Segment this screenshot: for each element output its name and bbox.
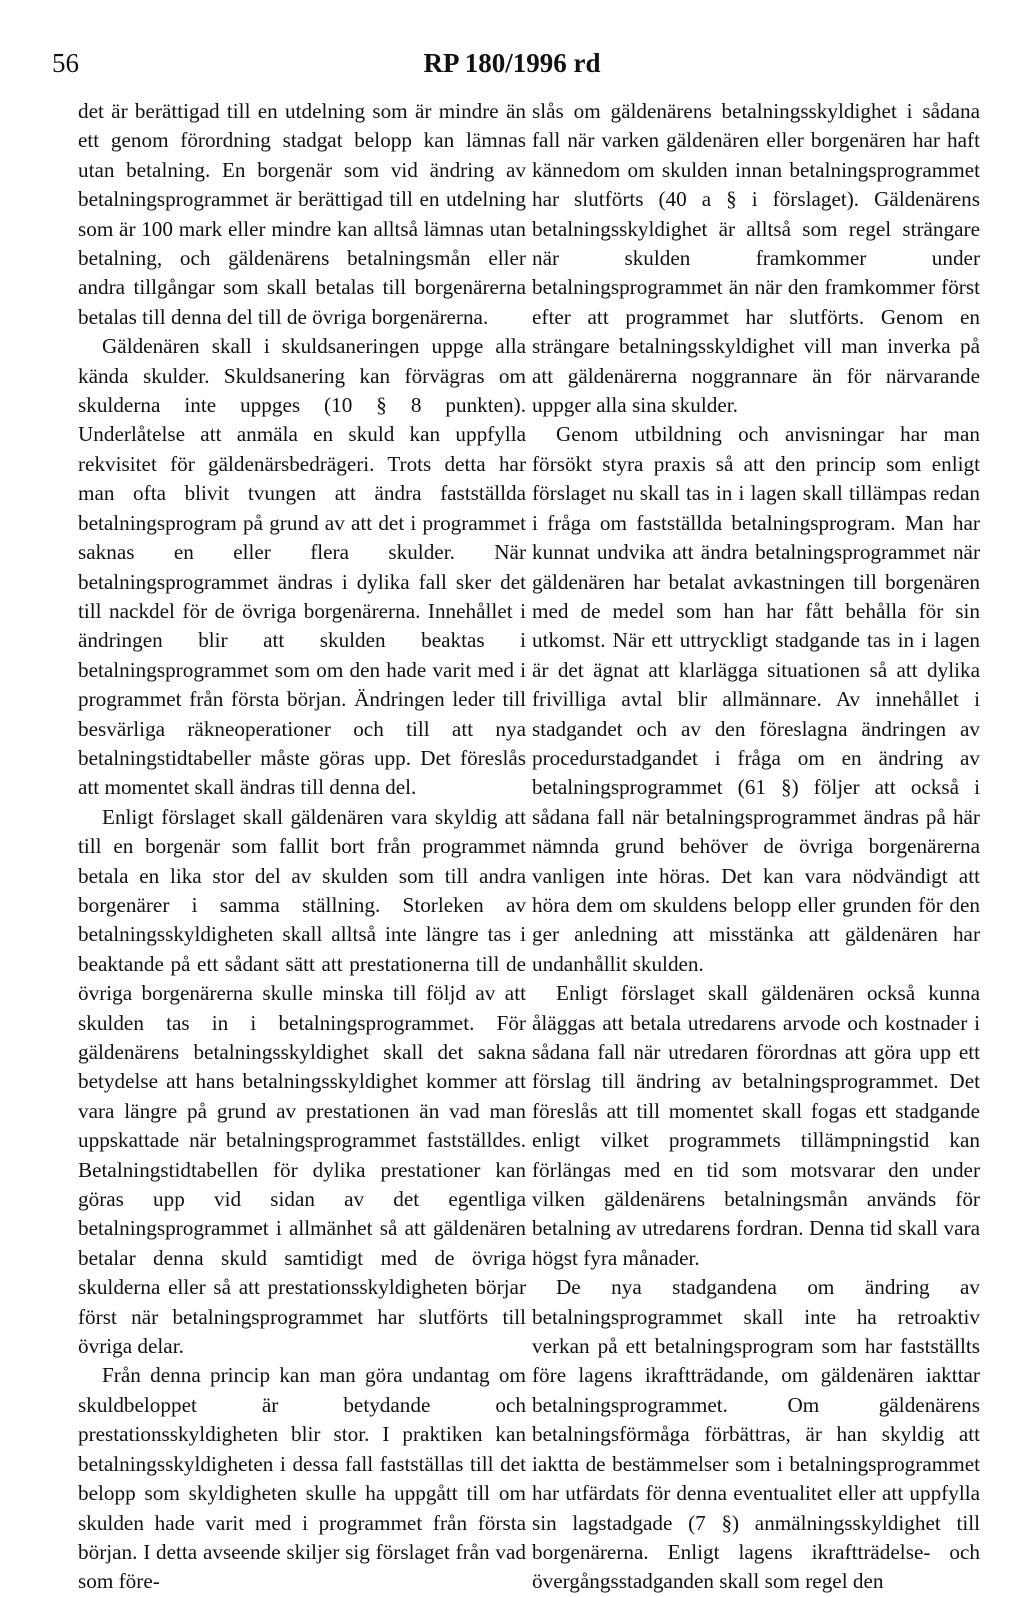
left-column	[78, 97, 526, 1594]
paragraph: Från denna princip kan man göra undantag om skuldbeloppet är betydande och prestationsskyldigheten blir stor. I praktiken kan betalningsskyldigheten i dessa fall fastställas till det belopp som skyldigheten skulle ha uppgått till om skulden hade varit med i programmet från första början. I detta avseende skiljer sig förslaget från vad som före-	[78, 1363, 526, 1594]
paragraph: Enligt förslaget skall gäldenären också kunna åläggas att betala utredarens arvode och kostnader i sådana fall när utredaren förordnas att göra upp ett förslag till ändring av betalningsprogrammet. Det föreslås att till momentet skall fogas ett stadgande enligt vilket programmets tillämpningstid kan förlängas med en tid som motsvarar den under vilken gäldenärens betalningsmån används för betalning av utredarens fordran. Denna tid skall vara högst fyra månader.	[532, 981, 980, 1270]
page-header	[0, 46, 1024, 80]
paragraph: Gäldenären skall i skuldsaneringen uppge alla kända skulder. Skuldsanering kan förvägras om skulderna inte uppges (10 § 8 punkten). Underlåtelse att anmäla en skuld kan uppfylla rekvisitet för gäldenärsbedrägeri. Trots detta har man ofta blivit tvungen att ändra fastställda betalningsprogram på grund av att det i programmet saknas en eller flera skulder. När betalningsprogrammet ändras i dylika fall sker det till nackdel för de övriga borgenärerna. Innehållet i ändringen blir att skulden beaktas i betalningsprogrammet som om den hade varit med i programmet från första början. Ändringen leder till besvärliga räkneoperationer och till att nya betalningstidtabeller måste göras upp. Det föreslås att momentet skall ändras till denna del.	[78, 334, 526, 800]
page-number: 56	[52, 48, 79, 78]
paragraph: Enligt förslaget skall gäldenären vara skyldig att till en borgenär som fallit bort från programmet betala en lika stor del av skulden som till andra borgenärer i samma ställning. Storleken av betalningsskyldigheten skall alltså inte längre tas i beaktande på ett sådant sätt att prestationerna till de övriga borgenärerna skulle minska till följd av att skulden tas in i betalningsprogrammet. För gäldenärens betalningsskyldighet skall det sakna betydelse att hans betalningsskyldighet kommer att vara längre på grund av prestationen än vad man uppskattade när betalningsprogrammet fastställdes. Betalningstidtabellen för dylika prestationer kan göras upp vid sidan av det egentliga betalningsprogrammet i allmänhet så att gäldenären betalar denna skuld samtidigt med de övriga skulderna eller så att prestationsskyldigheten börjar först när betalningsprogrammet har slutförts till övriga delar.	[78, 804, 526, 1359]
running-title: RP 180/1996 rd	[423, 48, 601, 78]
paragraph: det är berättigad till en utdelning som är mindre än ett genom förordning stadgat belopp kan lämnas utan betalning. En borgenär som vid ändring av betalningsprogrammet är berättigad till en utdelning som är 100 mark eller mindre kan alltså lämnas utan betalning, och gäldenärens betalningsmån eller andra tillgångar som skall betalas till borgenärerna betalas till denna del till de övriga borgenärerna.	[78, 99, 526, 329]
paragraph: De nya stadgandena om ändring av betalningsprogrammet skall inte ha retroaktiv verkan på ett betalningsprogram som har fastställts före lagens ikraftträdande, om gäldenären iakttar betalningsprogrammet. Om gäldenärens betalningsförmåga förbättras, är han skyldig att iaktta de bestämmelser som i betalningsprogrammet har utfärdats för denna eventualitet eller att uppfylla sin lagstadgade (7 §) anmälningsskyldighet till borgenärerna. Enligt lagens ikraftträdelse- och övergångsstadganden skall som regel den	[532, 1275, 980, 1594]
paragraph: Genom utbildning och anvisningar har man försökt styra praxis så att den princip som enligt förslaget nu skall tas in i lagen skall tillämpas redan i fråga om fastställda betalningsprogram. Man har kunnat undvika att ändra betalningsprogrammet när gäldenären har betalat avkastningen till borgenären med de medel som han har fått behålla för sin utkomst. När ett uttryckligt stadgande tas in i lagen är det ägnat att klarlägga situationen så att dylika frivilliga avtal blir allmännare. Av innehållet i stadgandet och av den föreslagna ändringen av procedurstadgandet i fråga om en ändring av betalningsprogrammet (61 §) följer att också i sådana fall när betalningsprogrammet ändras på här nämnda grund behöver de övriga borgenärerna vanligen inte höras. Det kan vara nödvändigt att höra dem om skuldens belopp eller grunden för den ger anledning att misstänka att gäldenären har undanhållit skulden.	[532, 422, 980, 976]
right-column	[532, 97, 980, 1594]
paragraph: slås om gäldenärens betalningsskyldighet i sådana fall när varken gäldenären eller borgenären har haft kännedom om skulden innan betalningsprogrammet har slutförts (40 a § i förslaget). Gäldenärens betalningsskyldighet är alltså som regel strängare när skulden framkommer under betalningsprogrammet än när den framkommer först efter att programmet har slutförts. Genom en strängare betalningsskyldighet vill man inverka på att gäldenärerna noggrannare än för närvarande uppger alla sina skulder.	[532, 99, 980, 418]
